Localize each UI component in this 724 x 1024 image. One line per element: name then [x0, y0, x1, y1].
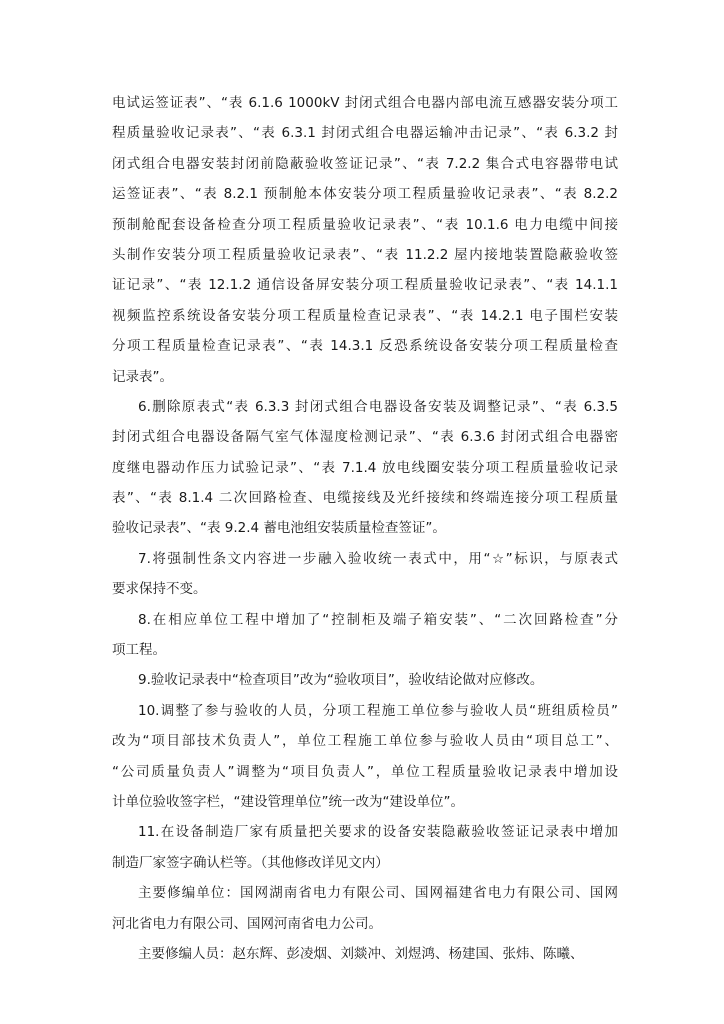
text-line: 运签证表”、“表 8.2.1 预制舱本体安装分项工程质量验收记录表”、“表 8.2.2: [112, 186, 618, 203]
body-text: [112, 88, 618, 969]
item-10-line: “公司质量负责人”调整为“项目负责人”，单位工程质量验收记录表中增加设: [112, 763, 618, 780]
item-8-line: 项工程。: [112, 642, 166, 659]
text-line: 头制作安装分项工程质量验收记录表”、“表 11.2.2 屋内接地装置隐蔽验收签: [112, 246, 618, 263]
item-10-line: 改为“项目部技术负责人”，单位工程施工单位参与验收人员由“项目总工”、: [112, 733, 618, 750]
item-8-line: 8.在相应单位工程中增加了“控制柜及端子箱安装”、“二次回路检查”分: [138, 611, 618, 628]
text-line: 记录表”。: [112, 368, 173, 385]
text-line: 电试运签证表”、“表 6.1.6 1000kV 封闭式组合电器内部电流互感器安装分项工: [112, 95, 618, 111]
item-7-line: 7.将强制性条文内容进一步融入验收统一表式中，用“☆”标识，与原表式: [138, 550, 618, 567]
editing-units-line: 河北省电力有限公司、国网河南省电力公司。: [112, 915, 382, 932]
text-line: 闭式组合电器安装封闭前隐蔽验收签证记录”、“表 7.2.2 集合式电容器带电试: [112, 155, 618, 172]
item-6-line: 封闭式组合电器设备隔气室气体湿度检测记录”、“表 6.3.6 封闭式组合电器密: [112, 429, 618, 446]
item-11-line: 11.在设备制造厂家有质量把关要求的设备安装隐蔽验收签证记录表中增加: [138, 824, 618, 841]
text-line: 证记录”、“表 12.1.2 通信设备屏安装分项工程质量验收记录表”、“表 14.1.1: [112, 277, 618, 294]
item-6-line: 度继电器动作压力试验记录”、“表 7.1.4 放电线圈安装分项工程质量验收记录: [112, 459, 618, 476]
text-line: 程质量验收记录表”、“表 6.3.1 封闭式组合电器运输冲击记录”、“表 6.3.2 封: [112, 125, 618, 142]
item-10-line: 10.调整了参与验收的人员，分项工程施工单位参与验收人员“班组质检员”: [138, 702, 618, 719]
editing-units-line: 主要修编单位：国网湖南省电力有限公司、国网福建省电力有限公司、国网: [138, 885, 618, 902]
item-6-line: 6.删除原表式“表 6.3.3 封闭式组合电器设备安装及调整记录”、“表 6.3.5: [138, 398, 618, 415]
text-line: 预制舱配套设备检查分项工程质量验收记录表”、“表 10.1.6 电力电缆中间接: [112, 216, 618, 233]
item-6-line: 验收记录表”、“表 9.2.4 蓄电池组安装质量检查签证”。: [112, 520, 446, 537]
text-line: 视频监控系统设备安装分项工程质量检查记录表”、“表 14.2.1 电子围栏安装: [112, 307, 618, 324]
item-6-line: 表”、“表 8.1.4 二次回路检查、电缆接线及光纤接续和终端连接分项工程质量: [112, 490, 618, 507]
item-10-line: 计单位验收签字栏，“建设管理单位”统一改为“建设单位”。: [112, 793, 464, 810]
text-line: 分项工程质量检查记录表”、“表 14.3.1 反恐系统设备安装分项工程质量检查: [112, 338, 618, 355]
item-11-line: 制造厂家签字确认栏等。（其他修改详见文内）: [112, 854, 389, 871]
item-9-line: 9.验收记录表中“检查项目”改为“验收项目”，验收结论做对应修改。: [138, 672, 544, 689]
item-7-line: 要求保持不变。: [112, 581, 207, 598]
editing-personnel-line: 主要修编人员：赵东辉、彭凌烟、刘燚冲、刘煜鸿、杨建国、张炜、陈曦、: [138, 945, 584, 962]
